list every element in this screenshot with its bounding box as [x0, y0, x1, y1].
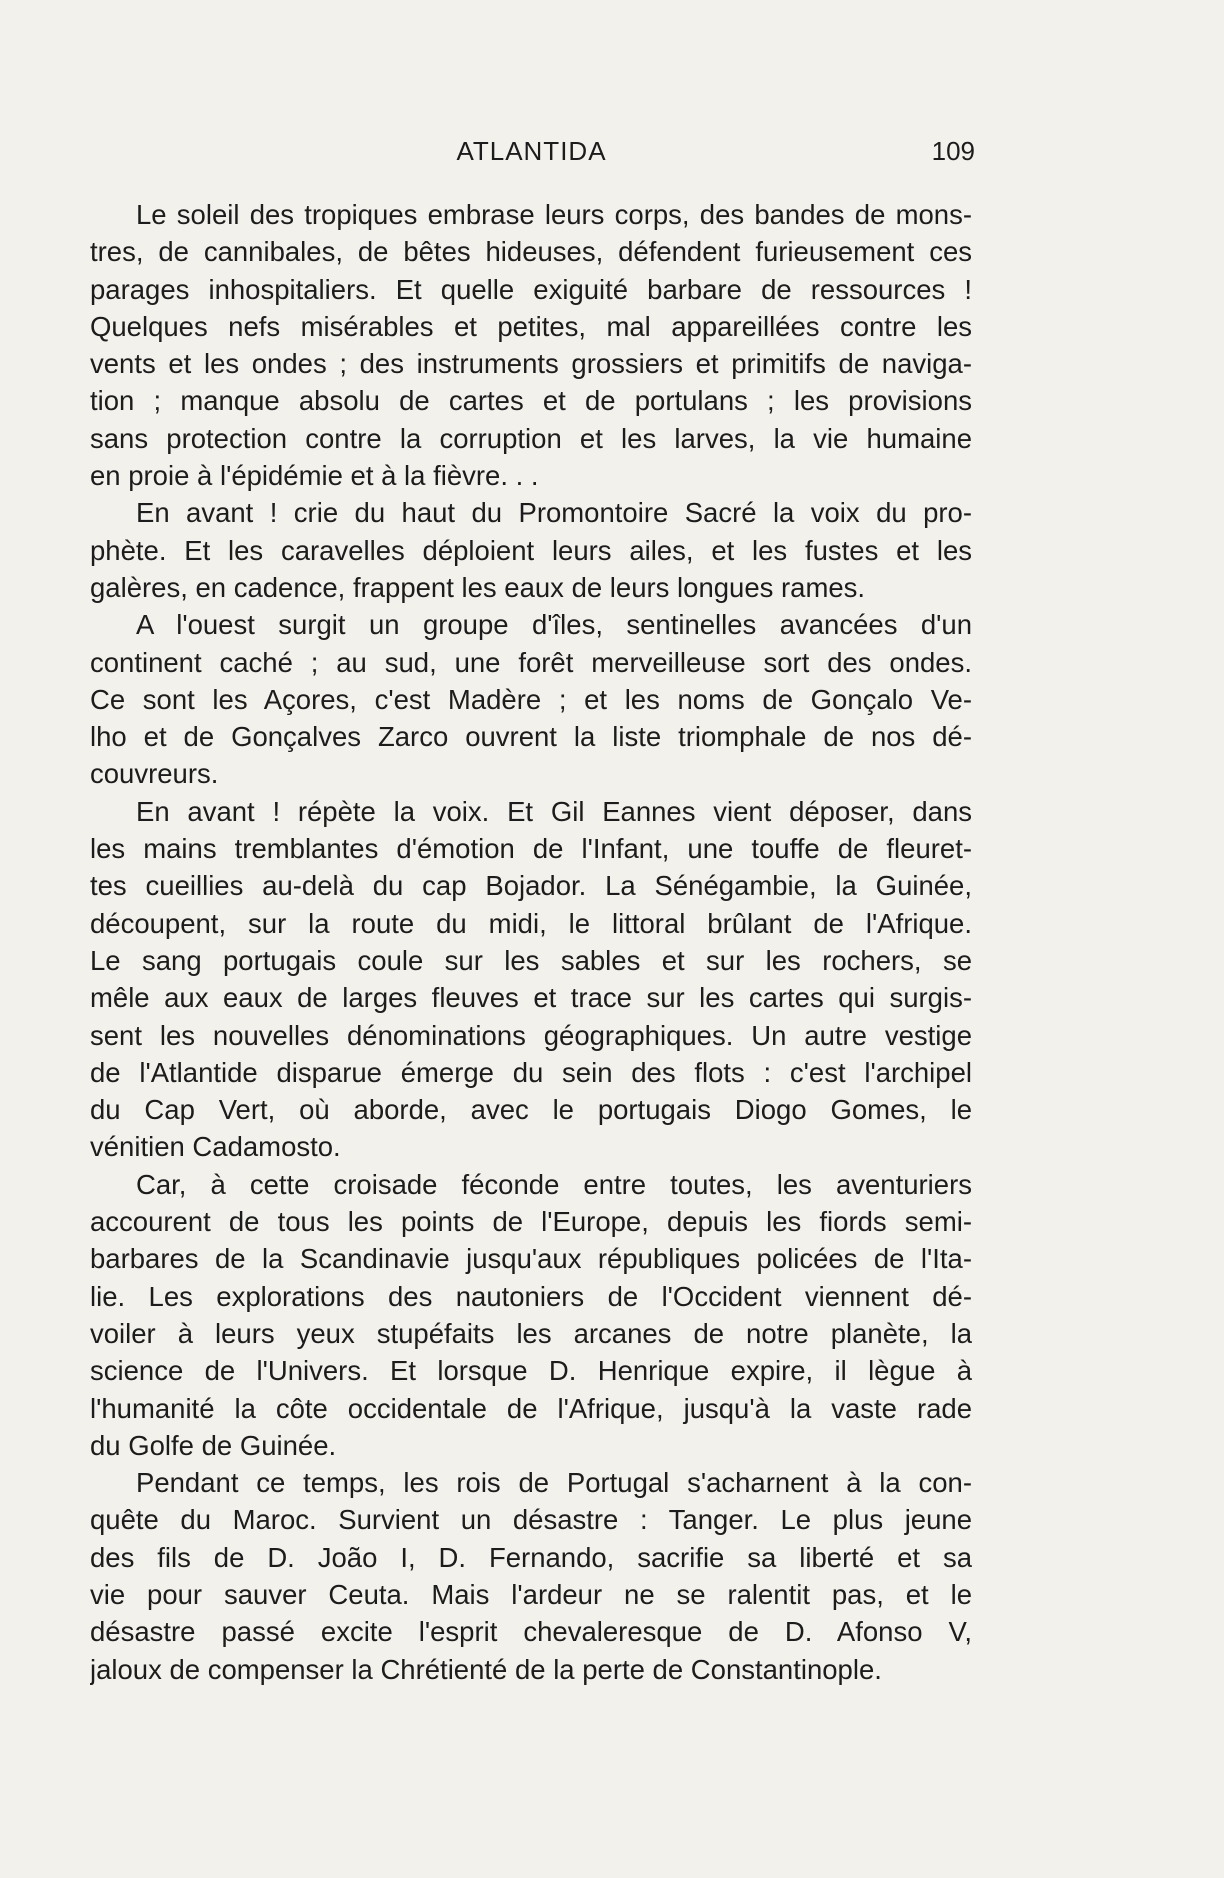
text-line: voiler à leurs yeux stupéfaits les arcanes de notre planète, la	[90, 1317, 972, 1349]
text-line: phète. Et les caravelles déploient leurs ailes, et les fustes et les	[90, 534, 972, 566]
text-line: lho et de Gonçalves Zarco ouvrent la liste triomphale de nos dé-	[90, 721, 972, 753]
text-line: continent caché ; au sud, une forêt merveilleuse sort des ondes.	[90, 646, 972, 678]
text-line: Le sang portugais coule sur les sables et sur les rochers, se	[90, 944, 972, 976]
text-line: tres, de cannibales, de bêtes hideuses, défendent furieusement ces	[90, 236, 972, 268]
text-line: science de l'Univers. Et lorsque D. Henrique expire, il lègue à	[90, 1355, 972, 1387]
text-line: galères, en cadence, frappent les eaux de leurs longues rames.	[90, 571, 866, 603]
text-line: tion ; manque absolu de cartes et de portulans ; les provisions	[90, 385, 972, 417]
text-line: Quelques nefs misérables et petites, mal appareillées contre les	[90, 310, 972, 342]
text-line: vie pour sauver Ceuta. Mais l'ardeur ne se ralentit pas, et le	[90, 1578, 972, 1610]
text-line: sent les nouvelles dénominations géographiques. Un autre vestige	[90, 1019, 972, 1051]
text-line: sans protection contre la corruption et les larves, la vie humaine	[90, 422, 972, 454]
paragraph	[90, 494, 972, 606]
paragraph	[90, 196, 972, 494]
text-line: vénitien Cadamosto.	[90, 1131, 341, 1163]
text-line: Pendant ce temps, les rois de Portugal s'acharnent à la con-	[136, 1467, 972, 1499]
page-number: 109	[931, 136, 975, 166]
text-line: En avant ! répète la voix. Et Gil Eannes vient déposer, dans	[136, 795, 972, 827]
page-header	[88, 136, 975, 172]
text-line: jaloux de compenser la Chrétienté de la perte de Constantinople.	[90, 1653, 882, 1685]
text-line: les mains tremblantes d'émotion de l'Infant, une touffe de fleuret-	[90, 833, 972, 865]
text-line: Ce sont les Açores, c'est Madère ; et les noms de Gonçalo Ve-	[90, 683, 972, 715]
text-line: A l'ouest surgit un groupe d'îles, sentinelles avancées d'un	[136, 609, 972, 641]
text-line: de l'Atlantide disparue émerge du sein des flots : c'est l'archipel	[90, 1056, 972, 1088]
text-line: En avant ! crie du haut du Promontoire Sacré la voix du pro-	[136, 497, 972, 529]
text-line: en proie à l'épidémie et à la fièvre. . .	[90, 460, 539, 492]
text-line: l'humanité la côte occidentale de l'Afrique, jusqu'à la vaste rade	[90, 1392, 972, 1424]
text-line: mêle aux eaux de larges fleuves et trace sur les cartes qui surgis-	[90, 982, 972, 1014]
paragraph	[90, 793, 972, 1166]
paragraph	[90, 1166, 972, 1464]
text-line: tes cueillies au-delà du cap Bojador. La Sénégambie, la Guinée,	[90, 870, 972, 902]
text-line: quête du Maroc. Survient un désastre : Tanger. Le plus jeune	[90, 1504, 972, 1536]
body-text	[90, 196, 972, 1688]
text-line: accourent de tous les points de l'Europe, depuis les fiords semi-	[90, 1206, 972, 1238]
text-line: désastre passé excite l'esprit chevaleresque de D. Afonso V,	[90, 1616, 972, 1648]
text-line: parages inhospitaliers. Et quelle exiguité barbare de ressources !	[90, 273, 972, 305]
paragraph	[90, 606, 972, 792]
text-line: vents et les ondes ; des instruments grossiers et primitifs de naviga-	[90, 348, 972, 380]
text-line: lie. Les explorations des nautoniers de l'Occident viennent dé-	[90, 1280, 972, 1312]
paragraph	[90, 1464, 972, 1688]
running-title: ATLANTIDA	[456, 136, 607, 166]
text-line: des fils de D. João I, D. Fernando, sacrifie sa liberté et sa	[90, 1541, 972, 1573]
text-line: barbares de la Scandinavie jusqu'aux républiques policées de l'Ita-	[90, 1243, 972, 1275]
text-line: Car, à cette croisade féconde entre toutes, les aventuriers	[136, 1168, 972, 1200]
text-line: couvreurs.	[90, 758, 219, 790]
text-line: découpent, sur la route du midi, le littoral brûlant de l'Afrique.	[90, 907, 972, 939]
text-line: Le soleil des tropiques embrase leurs corps, des bandes de mons-	[136, 199, 972, 230]
text-line: du Cap Vert, où aborde, avec le portugais Diogo Gomes, le	[90, 1094, 972, 1126]
text-line: du Golfe de Guinée.	[90, 1429, 337, 1461]
